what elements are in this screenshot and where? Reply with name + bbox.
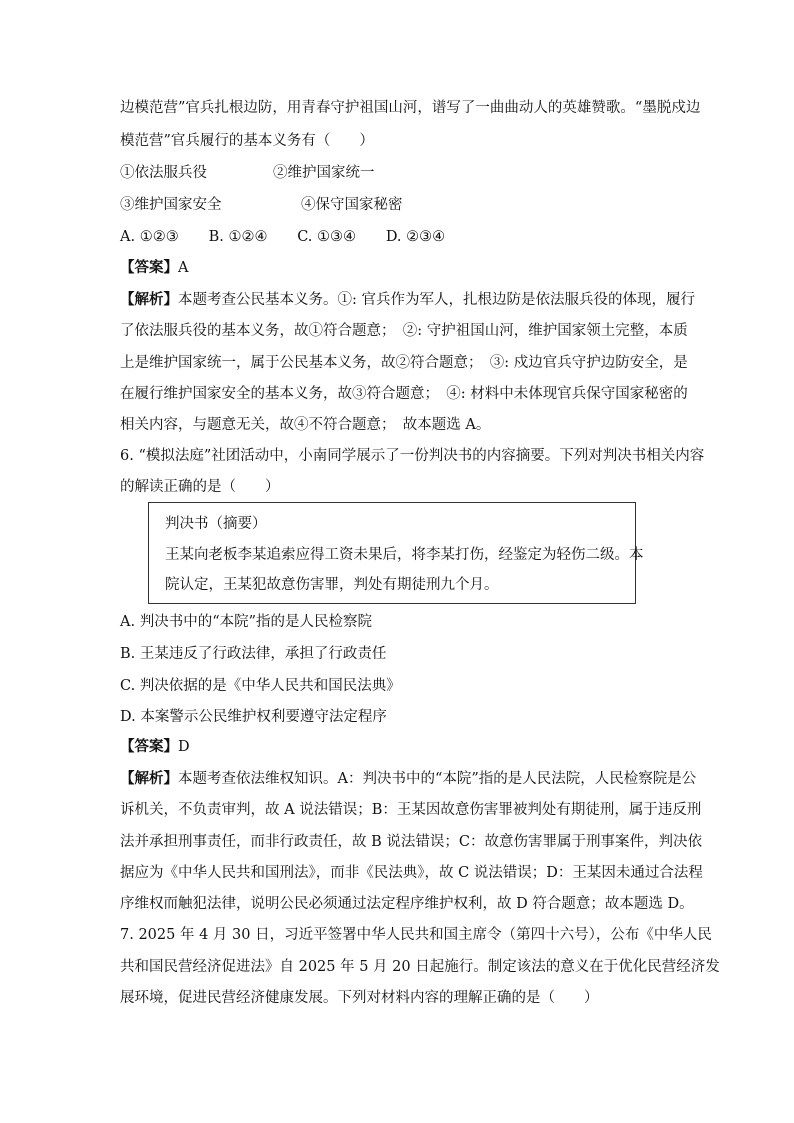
q7-stem-line-1: 7. 2025 年 4 月 30 日，习近平签署中华人民共和国主席令（第四十六号），公布《中华人民: [120, 927, 712, 943]
q6-analysis-line-4: 据应为《中华人民共和国刑法》，而非《民法典》，故 C 说法错误；D：王某因未通过合法程: [120, 865, 703, 881]
answer-value: D: [178, 739, 190, 755]
q6-analysis-line-3: 法并承担刑事责任，而非行政责任，故 B 说法错误；C：故意伤害罪属于刑事案件，判决依: [120, 834, 702, 850]
q6-option-c: C. 判决依据的是《中华人民共和国民法典》: [120, 678, 401, 694]
analysis-text: 本题考查公民基本义务。①: 官兵作为军人，扎根边防是依法服兵役的体现，履行: [178, 292, 695, 308]
q6-analysis-line-2: 诉机关，不负责审判，故 A 说法错误；B：王某因故意伤害罪被判处有期徒刑，属于违反刑: [120, 802, 702, 818]
q6-stem-line-1: 6. “模拟法庭”社团活动中，小南同学展示了一份判决书的内容摘要。下列对判决书相关内容: [120, 448, 705, 464]
q5-analysis-line-3: 上是维护国家统一，属于公民基本义务，故②符合题意； ③: 戍边官兵守护边防安全，是: [120, 355, 688, 371]
q6-analysis-line-1: [120, 769, 696, 789]
q5-item-3: ③维护国家安全: [120, 197, 222, 213]
q6-answer: [120, 737, 190, 757]
q6-option-a: A. 判决书中的“本院”指的是人民检察院: [120, 614, 373, 630]
q7-stem-line-3: 展环境，促进民营经济健康发展。下列对材料内容的理解正确的是（ ）: [120, 990, 599, 1006]
q5-answer: [120, 258, 188, 278]
answer-label: 【答案】: [120, 738, 178, 755]
q5-option-d: D. ②③④: [385, 229, 446, 245]
analysis-label: 【解析】: [120, 291, 178, 308]
q6-option-d: D. 本案警示公民维护权利要遵守法定程序: [120, 709, 387, 725]
q5-stem-line-1: 边模范营”官兵扎根边防，用青春守护祖国山河，谱写了一曲曲动人的英雄赞歌。“墨脱戍边: [120, 100, 701, 116]
judgment-summary-box: [148, 502, 644, 604]
judgment-line-1: 王某向老板李某追索应得工资未果后，将李某打伤，经鉴定为轻伤二级。本: [165, 547, 644, 563]
analysis-text: 本题考查依法维权知识。A：判决书中的“本院”指的是人民法院，人民检察院是公: [178, 771, 697, 787]
q5-item-4: ④保守国家秘密: [301, 197, 403, 213]
q7-stem-line-2: 共和国民营经济促进法》自 2025 年 5 月 20 日起施行。制定该法的意义在于优化民营经济发: [120, 959, 720, 975]
q5-analysis-line-5: 相关内容，与题意无关，故④不符合题意； 故本题选 A。: [120, 417, 491, 433]
q5-item-1: ①依法服兵役: [120, 165, 207, 181]
q5-analysis-line-2: 了依法服兵役的基本义务，故①符合题意； ②: 守护祖国山河，维护国家领土完整，本质: [120, 323, 688, 339]
q6-stem-line-2: 的解读正确的是（ ）: [120, 479, 280, 495]
q5-analysis-line-4: 在履行维护国家安全的基本义务，故③符合题意； ④: 材料中未体现官兵保守国家秘密的: [120, 386, 688, 402]
q5-option-a: A. ①②③: [120, 229, 179, 245]
answer-value: A: [178, 260, 189, 276]
q6-option-b: B. 王某违反了行政法律，承担了行政责任: [120, 646, 387, 662]
q5-item-2: ②维护国家统一: [273, 165, 375, 181]
q6-analysis-line-5: 序维权而触犯法律，说明公民必须通过法定程序维护权利，故 D 符合题意；故本题选 D。: [120, 896, 694, 912]
q5-analysis-line-1: [120, 290, 695, 310]
analysis-label: 【解析】: [120, 770, 178, 787]
q5-option-b: B. ①②④: [208, 229, 268, 245]
q5-stem-line-2: 模范营”官兵履行的基本义务有（ ）: [120, 133, 374, 149]
q5-option-c: C. ①③④: [297, 229, 357, 245]
answer-label: 【答案】: [120, 259, 178, 276]
judgment-line-2: 院认定，王某犯故意伤害罪，判处有期徒刑九个月。: [165, 577, 499, 593]
q5-options: [120, 227, 445, 247]
judgment-title: 判决书（摘要）: [165, 516, 267, 532]
